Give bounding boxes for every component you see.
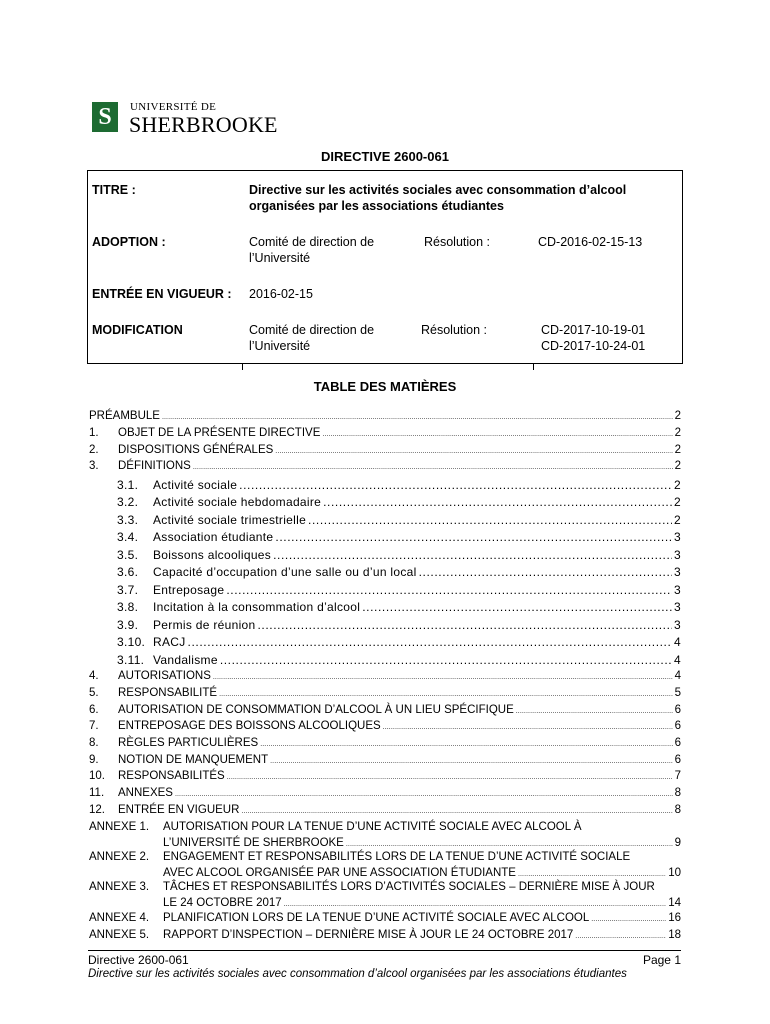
toc-entry[interactable]: [89, 787, 681, 799]
toc-entry[interactable]: [89, 460, 681, 472]
document-title: DIRECTIVE 2600-061: [321, 149, 449, 164]
toc-entry-page: 2: [674, 460, 681, 472]
annex-4-number: ANNEXE 4.: [89, 912, 150, 924]
toc-entry-label: ANNEXES: [118, 787, 173, 799]
toc-entry-label: Incitation à la consommation d’alcool: [153, 600, 361, 614]
toc-entry-number: 3.9.: [117, 618, 139, 632]
toc-entry-page: 6: [674, 737, 681, 749]
toc-entry-number: 2.: [89, 444, 99, 456]
toc-entry-page: 8: [674, 787, 681, 799]
toc-subentry[interactable]: [117, 653, 681, 667]
adoption-resolution-label: Résolution :: [424, 235, 491, 249]
modification-resolution-value-2: CD-2017-10-24-01: [541, 339, 646, 353]
toc-entry-page: 6: [674, 754, 681, 766]
modification-resolution-value-1: CD-2017-10-19-01: [541, 323, 646, 337]
toc-entry-label: L’UNIVERSITÉ DE SHERBROOKE: [163, 837, 344, 849]
toc-entry-label: Association étudiante: [153, 530, 274, 544]
vigueur-value: 2016-02-15: [249, 287, 313, 301]
table-tick: [242, 364, 243, 370]
toc-entry-label: PLANIFICATION LORS DE LA TENUE D’UNE ACTIVITÉ SOCIALE AVEC ALCOOL: [163, 912, 590, 924]
toc-entry-label: PRÉAMBULE: [89, 410, 160, 422]
toc-entry-page: 3: [674, 618, 681, 632]
toc-entry-page: 9: [674, 837, 681, 849]
annex-3-number: ANNEXE 3.: [89, 881, 150, 893]
titre-line2: organisées par les associations étudiantes: [249, 199, 504, 213]
toc-entry-label: AVEC ALCOOL ORGANISÉE PAR UNE ASSOCIATION ÉTUDIANTE: [163, 867, 516, 879]
toc-entry-number: 11.: [89, 787, 105, 799]
toc-entry-page: 6: [674, 720, 681, 732]
toc-entry[interactable]: [89, 804, 681, 816]
toc-entry-page: 3: [674, 583, 681, 597]
toc-entry[interactable]: [89, 704, 681, 716]
toc-entry-number: 3.10.: [117, 635, 146, 649]
toc-entry-label: NOTION DE MANQUEMENT: [118, 754, 269, 766]
logo-mark: S: [92, 102, 118, 132]
titre-line1: Directive sur les activités sociales avec consommation d’alcool: [249, 183, 627, 197]
toc-entry-label: ENTRÉE EN VIGUEUR: [118, 804, 240, 816]
modification-body-line2: l’Université: [249, 339, 311, 353]
toc-entry-number: 3.4.: [117, 530, 139, 544]
footer-doc-id: Directive 2600-061: [88, 953, 189, 967]
toc-entry-page: 14: [668, 897, 681, 909]
modification-resolution-label: Résolution :: [421, 323, 488, 337]
toc-entry-label: DÉFINITIONS: [118, 460, 191, 472]
toc-title: TABLE DES MATIÈRES: [313, 379, 457, 394]
toc-entry-page: 4: [674, 653, 681, 667]
toc-entry-page: 2: [674, 495, 681, 509]
adoption-resolution-value: CD-2016-02-15-13: [538, 235, 643, 249]
toc-entry[interactable]: [89, 687, 681, 699]
toc-entry-number: 3.5.: [117, 548, 139, 562]
toc-entry-label: AUTORISATION DE CONSOMMATION D’ALCOOL À UN LIEU SPÉCIFIQUE: [118, 704, 514, 716]
toc-entry[interactable]: [89, 427, 681, 439]
toc-entry-page: 2: [674, 478, 681, 492]
toc-entry-page: 2: [674, 427, 681, 439]
toc-entry[interactable]: [89, 770, 681, 782]
toc-entry-label: Entreposage: [153, 583, 225, 597]
toc-entry-number: 8.: [89, 737, 99, 749]
toc-entry-page: 4: [674, 635, 681, 649]
toc-entry-label: Vandalisme: [153, 653, 218, 667]
toc-subentry[interactable]: [117, 635, 681, 649]
toc-entry-number: 10.: [89, 770, 105, 782]
toc-entry-label: RACJ: [153, 635, 186, 649]
toc-entry-label: LE 24 OCTOBRE 2017: [163, 897, 282, 909]
toc-entry-number: 4.: [89, 670, 99, 682]
toc-entry-number: 9.: [89, 754, 99, 766]
toc-entry-label: Activité sociale: [153, 478, 238, 492]
annex-1-number: ANNEXE 1.: [89, 821, 150, 833]
toc-entry-page: 5: [674, 687, 681, 699]
toc-subentry[interactable]: [117, 565, 681, 579]
toc-entry-number: 3.3.: [117, 513, 139, 527]
toc-entry-page: 6: [674, 704, 681, 716]
toc-entry-label: RESPONSABILITÉ: [118, 687, 218, 699]
footer-divider: [88, 950, 681, 951]
toc-entry-number: 1.: [89, 427, 99, 439]
footer-page-number: Page 1: [642, 953, 681, 967]
toc-entry-number: 3.1.: [117, 478, 139, 492]
toc-entry-page: 8: [674, 804, 681, 816]
toc-subentry[interactable]: [117, 618, 681, 632]
adoption-body-line1: Comité de direction de: [249, 235, 375, 249]
toc-entry-label: Capacité d’occupation d’une salle ou d’un local: [153, 565, 417, 579]
toc-entry-page: 2: [674, 410, 681, 422]
toc-entry-page: 16: [668, 912, 681, 924]
logo-line1: UNIVERSITÉ DE: [130, 101, 217, 113]
toc-entry-page: 3: [674, 548, 681, 562]
toc-annex-entry[interactable]: [163, 897, 681, 909]
vigueur-label: ENTRÉE EN VIGUEUR :: [92, 287, 232, 301]
modification-body-line1: Comité de direction de: [249, 323, 375, 337]
titre-label: TITRE :: [92, 183, 136, 197]
toc-annex-entry[interactable]: [163, 867, 681, 879]
toc-entry-number: 3.7.: [117, 583, 139, 597]
toc-entry-number: 3.8.: [117, 600, 139, 614]
toc-annex-entry[interactable]: [163, 912, 681, 924]
toc-subentry[interactable]: [117, 513, 681, 527]
annex-3-line1: TÂCHES ET RESPONSABILITÉS LORS D’ACTIVITÉS SOCIALES – DERNIÈRE MISE À JOUR: [163, 881, 655, 893]
toc-entry-number: 3.11.: [117, 653, 145, 667]
toc-subentry[interactable]: [117, 478, 681, 492]
toc-entry-page: 3: [674, 600, 681, 614]
adoption-label: ADOPTION :: [92, 235, 166, 249]
toc-entry-label: Boissons alcooliques: [153, 548, 272, 562]
toc-entry-page: 18: [668, 929, 681, 941]
footer-subtitle: Directive sur les activités sociales avec consommation d’alcool organisées par les associations étudiantes: [88, 968, 627, 980]
toc-entry-number: 12.: [89, 804, 105, 816]
toc-entry-page: 10: [668, 867, 681, 879]
university-logo: [92, 101, 292, 141]
annex-2-number: ANNEXE 2.: [89, 851, 150, 863]
toc-entry-label: DISPOSITIONS GÉNÉRALES: [118, 444, 274, 456]
adoption-body-line2: l’Université: [249, 251, 311, 265]
toc-entry-number: 7.: [89, 720, 99, 732]
toc-entry[interactable]: [89, 737, 681, 749]
toc-annex-entry[interactable]: [163, 837, 681, 849]
toc-entry[interactable]: [89, 410, 681, 422]
toc-entry-page: 2: [674, 513, 681, 527]
toc-entry-number: 3.2.: [117, 495, 139, 509]
toc-entry-number: 3.6.: [117, 565, 139, 579]
modification-label: MODIFICATION: [92, 323, 183, 337]
toc-entry-page: 2: [674, 444, 681, 456]
toc-entry[interactable]: [89, 720, 681, 732]
toc-entry-label: OBJET DE LA PRÉSENTE DIRECTIVE: [118, 427, 321, 439]
toc-entry-page: 3: [674, 530, 681, 544]
toc-subentry[interactable]: [117, 600, 681, 614]
toc-entry-label: Activité sociale trimestrielle: [153, 513, 307, 527]
toc-entry-label: AUTORISATIONS: [118, 670, 211, 682]
toc-entry-number: 5.: [89, 687, 99, 699]
toc-entry-number: 6.: [89, 704, 99, 716]
logo-line2: SHERBROOKE: [129, 112, 278, 137]
toc-subentry[interactable]: [117, 548, 681, 562]
toc-subentry[interactable]: [117, 583, 681, 597]
toc-entry-page: 7: [674, 770, 681, 782]
toc-subentry[interactable]: [117, 530, 681, 544]
toc-entry-label: Activité sociale hebdomadaire: [153, 495, 322, 509]
toc-entry-page: 3: [674, 565, 681, 579]
toc-entry-label: Permis de réunion: [153, 618, 256, 632]
toc-entry[interactable]: [89, 754, 681, 766]
toc-subentry[interactable]: [117, 495, 681, 509]
toc-entry-label: RAPPORT D’INSPECTION – DERNIÈRE MISE À JOUR LE 24 OCTOBRE 2017: [163, 929, 574, 941]
table-tick: [533, 364, 534, 370]
toc-annex-entry[interactable]: [163, 929, 681, 941]
toc-entry[interactable]: [89, 670, 681, 682]
toc-entry[interactable]: [89, 444, 681, 456]
toc-entry-number: 3.: [89, 460, 99, 472]
toc-entry-page: 4: [674, 670, 681, 682]
toc-entry-label: ENTREPOSAGE DES BOISSONS ALCOOLIQUES: [118, 720, 381, 732]
toc-entry-label: RESPONSABILITÉS: [118, 770, 225, 782]
toc-entry-label: RÈGLES PARTICULIÈRES: [118, 737, 259, 749]
annex-2-line1: ENGAGEMENT ET RESPONSABILITÉS LORS DE LA TENUE D’UNE ACTIVITÉ SOCIALE: [163, 851, 631, 863]
annex-5-number: ANNEXE 5.: [89, 929, 150, 941]
annex-1-line1: AUTORISATION POUR LA TENUE D’UNE ACTIVITÉ SOCIALE AVEC ALCOOL À: [163, 821, 582, 833]
